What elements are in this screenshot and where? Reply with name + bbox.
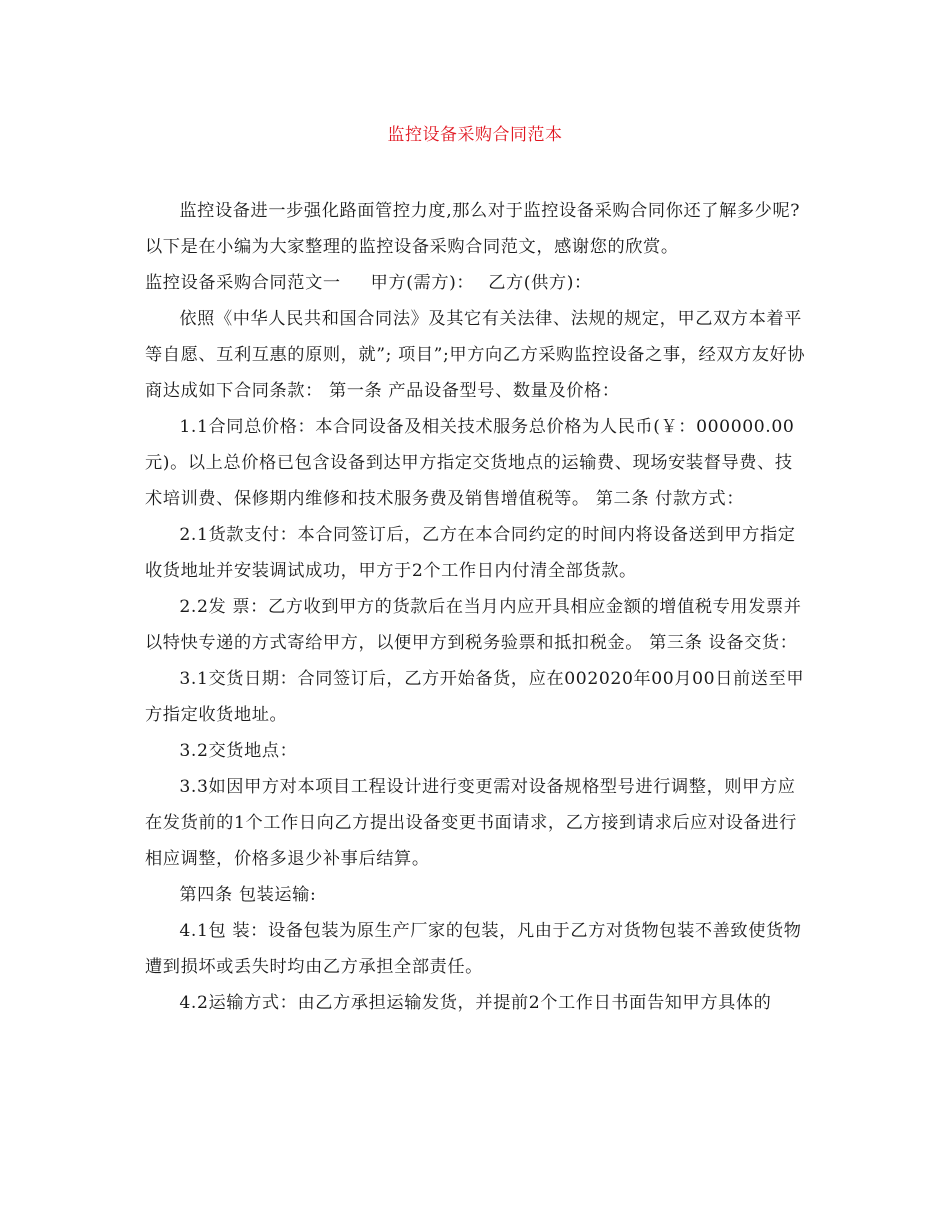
section-heading-line (145, 265, 810, 301)
paragraph-10: 4.2运输方式：由乙方承担运输发货，并提前2个工作日书面告知甲方具体的 (179, 993, 772, 1013)
paragraph-1: 依照《中华人民共和国合同法》及其它有关法律、法规的规定，甲乙双方本着平等自愿、互利互惠的原则，就”; 项目”;甲方向乙方采购监控设备之事，经双方友好协商达成如下合同条款： 第一条 产品设备型号、数量及价格： (145, 309, 806, 401)
paragraph-3: 2.1货款支付：本合同签订后，乙方在本合同约定的时间内将设备送到甲方指定收货地址并安装调试成功，甲方于2个工作日内付清全部货款。 (145, 525, 796, 581)
paragraph-2: 1.1合同总价格：本合同设备及相关技术服务总价格为人民币(￥：000000.00元)。以上总价格已包含设备到达甲方指定交货地点的运输费、现场安装督导费、技术培训费、保修期内维修和技术服务费及销售增值税等。 第二条 付款方式： (145, 417, 795, 509)
intro-paragraph: 监控设备进一步强化路面管控力度,那么对于监控设备采购合同你还了解多少呢?以下是在小编为大家整理的监控设备采购合同范文，感谢您的欣赏。 (145, 201, 801, 257)
paragraph-8: 第四条 包装运输: (179, 885, 317, 905)
paragraph-5: 3.1交货日期：合同签订后，乙方开始备货，应在002020年00月00日前送至甲方指定收货地址。 (145, 669, 805, 725)
heading-part-1: 监控设备采购合同范文一 (145, 273, 341, 293)
heading-part-2: 甲方(需方)： (370, 273, 475, 293)
paragraph-7: 3.3如因甲方对本项目工程设计进行变更需对设备规格型号进行调整，则甲方应在发货前的1个工作日向乙方提出设备变更书面请求，乙方接到请求后应对设备进行相应调整，价格多退少补事后结算。 (145, 777, 797, 869)
paragraph-9: 4.1包 装：设备包装为原生产厂家的包装，凡由于乙方对货物包装不善致使货物遭到损坏或丢失时均由乙方承担全部责任。 (145, 921, 802, 977)
document-title: 监控设备采购合同范本 (387, 125, 563, 145)
document-body (145, 193, 810, 1021)
paragraph-6: 3.2交货地点： (179, 741, 298, 761)
paragraph-4: 2.2发 票：乙方收到甲方的货款后在当月内应开具相应金额的增值税专用发票并以特快专递的方式寄给甲方，以便甲方到税务验票和抵扣税金。 第三条 设备交货： (145, 597, 802, 653)
heading-part-3: 乙方(供方)： (488, 273, 592, 293)
